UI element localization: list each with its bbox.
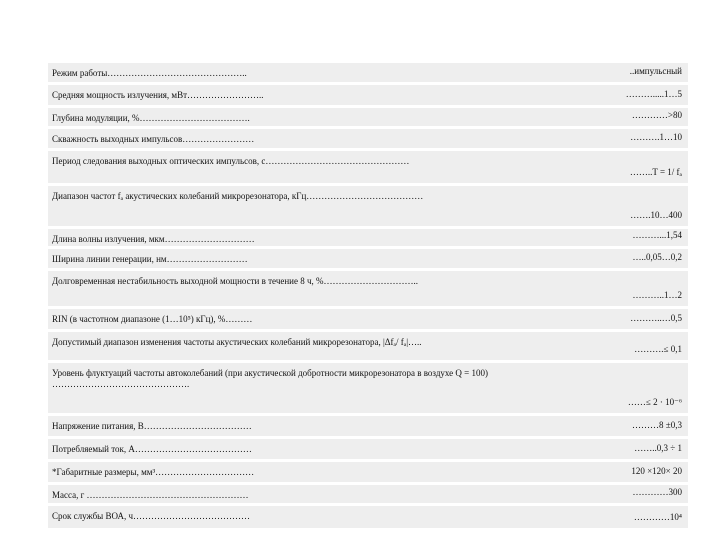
spec-row-service-life xyxy=(48,506,688,528)
specifications-table xyxy=(48,63,688,531)
spec-row-frequency-range xyxy=(48,186,688,226)
spec-value: …………>80 xyxy=(631,110,682,120)
spec-label: Долговременная нестабильность выходной мощности в течение 8 ч, %………………………….. xyxy=(52,276,419,286)
spec-value: …………300 xyxy=(632,487,682,497)
spec-value: ……….1…10 xyxy=(630,132,682,142)
spec-value: ……….≤ 0,1 xyxy=(634,344,682,354)
spec-label: Режим работы……………………………………….. xyxy=(52,68,247,78)
spec-row-rin xyxy=(48,309,688,329)
spec-row-operating-mode xyxy=(48,63,688,82)
spec-label: Средняя мощность излучения, мВт…………………….. xyxy=(52,90,264,100)
spec-row-current-consumption xyxy=(48,439,688,459)
spec-value: ……..0,3 ÷ 1 xyxy=(634,443,682,453)
spec-row-frequency-fluctuation xyxy=(48,363,688,413)
spec-row-long-term-instability xyxy=(48,271,688,306)
spec-value: …..0,05…0,2 xyxy=(632,252,682,262)
spec-row-pulse-period xyxy=(48,151,688,183)
spec-label: Уровень флуктуаций частоты автоколебаний (при акустической добротности микрорезонатора в воздухе Q = 100) ………………………………………. xyxy=(52,368,488,389)
spec-row-wavelength xyxy=(48,229,688,246)
spec-value: ..импульсный xyxy=(629,66,682,76)
spec-label: Ширина линии генерации, нм……………………… xyxy=(52,254,248,264)
spec-label: Потребляемый ток, А………………………………… xyxy=(52,444,252,454)
spec-row-dimensions xyxy=(48,462,688,482)
spec-label: Длина волны излучения, мкм………………………… xyxy=(52,234,255,244)
spec-label: Масса, г ……………………………………………… xyxy=(52,490,249,500)
spec-row-duty-cycle xyxy=(48,129,688,148)
spec-row-supply-voltage xyxy=(48,416,688,436)
spec-label: Напряжение питания, В……………………………… xyxy=(52,421,252,431)
spec-row-linewidth xyxy=(48,249,688,268)
spec-row-average-power xyxy=(48,85,688,105)
spec-row-frequency-tuning-range xyxy=(48,332,688,360)
spec-row-mass xyxy=(48,485,688,503)
spec-value: ……..T = 1/ fₐ xyxy=(629,167,682,177)
spec-value: ………8 ±0,3 xyxy=(632,420,682,430)
spec-value: ……….....1…5 xyxy=(625,89,682,99)
spec-row-modulation-depth xyxy=(48,108,688,126)
spec-value: 120 ×120× 20 xyxy=(631,466,682,476)
spec-value: ………..…0,5 xyxy=(630,313,682,323)
spec-label: Срок службы ВОА, ч………………………………… xyxy=(52,511,251,521)
spec-value: ………..1…2 xyxy=(632,290,682,300)
spec-label: Допустимый диапазон изменения частоты акустических колебаний микрорезонатора, |Δfₐ/ fₐ|….. xyxy=(52,337,422,347)
spec-label: Период следования выходных оптических импульсов, с………………………………………… xyxy=(52,156,410,166)
spec-value: …………10⁴ xyxy=(633,512,682,522)
spec-value: ………...1,54 xyxy=(632,230,682,240)
spec-value: ……≤ 2 · 10⁻⁶ xyxy=(627,397,682,407)
spec-label: Скважность выходных импульсов…………………… xyxy=(52,134,255,144)
spec-label: RIN (в частотном диапазоне (1…10⁵) кГц), %……… xyxy=(52,314,253,324)
spec-label: *Габаритные размеры, мм³…………………………… xyxy=(52,467,255,477)
spec-label: Глубина модуляции, %………………………………. xyxy=(52,113,250,123)
spec-value: …….10…400 xyxy=(630,210,682,220)
spec-label: Диапазон частот fₐ акустических колебаний микрорезонатора, кГц………………………………… xyxy=(52,191,424,201)
